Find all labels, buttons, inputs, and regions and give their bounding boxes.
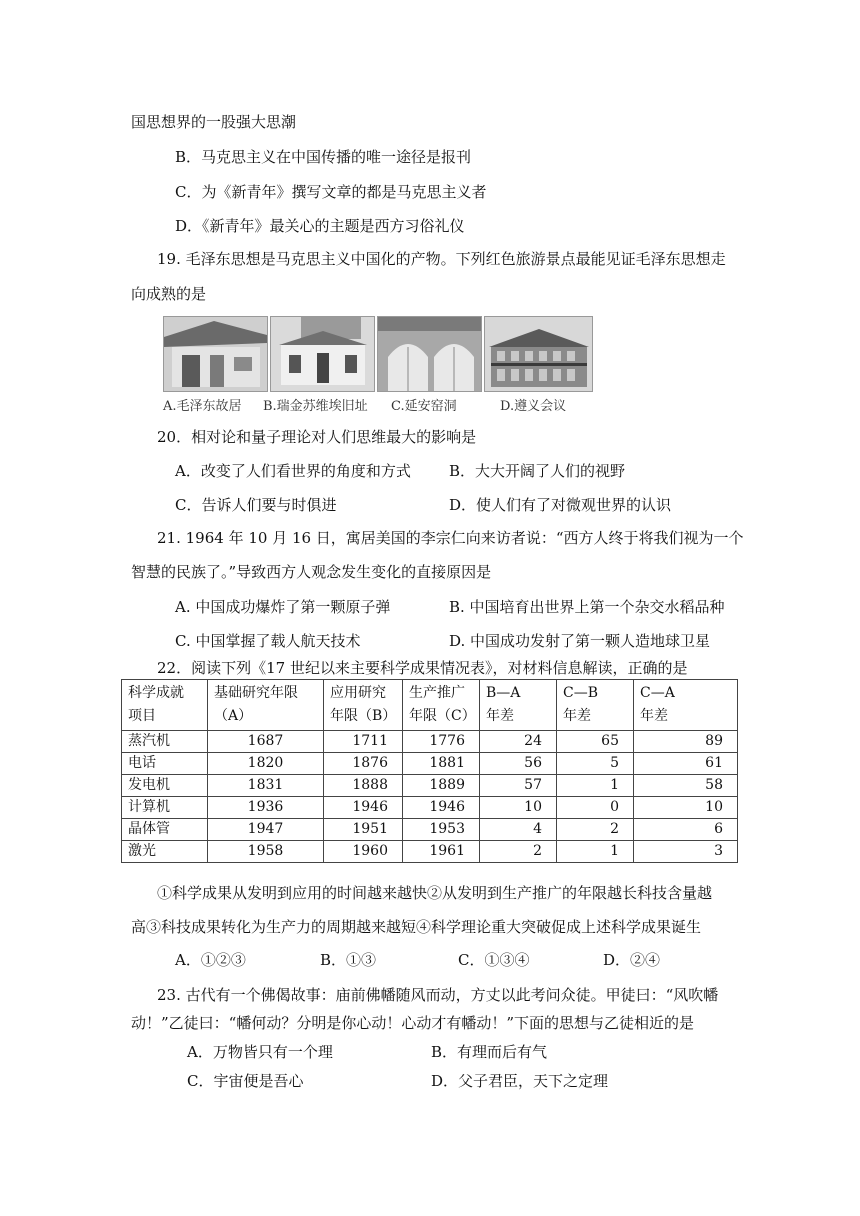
- cell-c-b: 1: [557, 841, 634, 863]
- cell-b-a: 57: [480, 775, 557, 797]
- cell-c-a: 10: [634, 797, 738, 819]
- cell-c-b: 65: [557, 731, 634, 753]
- table-row: [122, 775, 738, 797]
- header-b-minus-a: B—A 年差: [480, 680, 557, 731]
- q19-photo-strip: [163, 316, 591, 416]
- cell-b: 1888: [324, 775, 403, 797]
- header-c-minus-a: C—A 年差: [634, 680, 738, 731]
- q21-option-a: A. 中国成功爆炸了第一颗原子弹: [175, 598, 391, 616]
- q22-stem: 22．阅读下列《17 世纪以来主要科学成果情况表》，对材料信息解读，正确的是: [157, 659, 688, 677]
- cell-project: 计算机: [122, 797, 208, 819]
- q22-option-c: C．①③④: [458, 951, 530, 969]
- q23-stem-line1: 23. 古代有一个佛偈故事：庙前佛幡随风而动，方丈以此考问众徒。甲徒曰：“风吹幡: [157, 986, 719, 1004]
- table-row: [122, 819, 738, 841]
- cell-c: 1953: [403, 819, 480, 841]
- q23-option-c: C．宇宙便是吾心: [187, 1072, 304, 1090]
- q23-option-d: D．父子君臣，天下之定理: [431, 1072, 609, 1090]
- header-basic-research: 基础研究年限 （A）: [208, 680, 324, 731]
- q23-option-a: A．万物皆只有一个理: [187, 1043, 333, 1061]
- cell-c: 1776: [403, 731, 480, 753]
- q19-stem-line2: 向成熟的是: [131, 285, 207, 303]
- q20-option-b: B．大大开阔了人们的视野: [449, 462, 626, 480]
- cell-project: 发电机: [122, 775, 208, 797]
- cell-a: 1936: [208, 797, 324, 819]
- cell-b-a: 4: [480, 819, 557, 841]
- header-c-minus-b: C—B 年差: [557, 680, 634, 731]
- q21-option-b: B. 中国培育出世界上第一个杂交水稻品种: [449, 598, 725, 616]
- table-row: [122, 731, 738, 753]
- q21-option-c: C. 中国掌握了载人航天技术: [175, 632, 361, 650]
- q22-option-d: D．②④: [603, 951, 661, 969]
- cell-c: 1889: [403, 775, 480, 797]
- cell-b-a: 56: [480, 753, 557, 775]
- q21-stem-line2: 智慧的民族了。”导致西方人观念发生变化的直接原因是: [131, 563, 492, 581]
- caption-a: A.毛泽东故居: [163, 399, 242, 414]
- q23-stem-line2: 动！”乙徒曰：“幡何动？分明是你心动！心动才有幡动！”下面的思想与乙徒相近的是: [131, 1014, 695, 1032]
- cell-b: 1951: [324, 819, 403, 841]
- cell-a: 1687: [208, 731, 324, 753]
- q18-option-c: C．为《新青年》撰写文章的都是马克思主义者: [175, 183, 487, 201]
- caption-c: C.延安窑洞: [391, 399, 457, 414]
- q20-option-c: C．告诉人们要与时俱进: [175, 496, 337, 514]
- cell-a: 1947: [208, 819, 324, 841]
- table-row: [122, 797, 738, 819]
- q20-option-a: A．改变了人们看世界的角度和方式: [175, 462, 411, 480]
- cell-b-a: 10: [480, 797, 557, 819]
- q18-option-b: B．马克思主义在中国传播的唯一途径是报刊: [175, 148, 472, 166]
- photo-yanan-cave-dwelling: [377, 316, 482, 392]
- photo-ruijin-soviet-site: [270, 316, 375, 392]
- photo-mao-former-residence: [163, 316, 268, 392]
- header-production: 生产推广 年限（C）: [403, 680, 480, 731]
- cell-c-a: 3: [634, 841, 738, 863]
- cell-a: 1831: [208, 775, 324, 797]
- table-header-row: [122, 680, 738, 731]
- q22-statements-line1: ①科学成果从发明到应用的时间越来越快②从发明到生产推广的年限越长科技含量越: [157, 884, 713, 902]
- q21-stem-line1: 21. 1964 年 10 月 16 日，寓居美国的李宗仁向来访者说：“西方人终于将我们视为一个: [157, 529, 744, 547]
- cell-c-b: 5: [557, 753, 634, 775]
- cell-b-a: 24: [480, 731, 557, 753]
- cell-b: 1876: [324, 753, 403, 775]
- cell-c-b: 0: [557, 797, 634, 819]
- table-row: [122, 753, 738, 775]
- cell-a: 1820: [208, 753, 324, 775]
- photo-zunyi-meeting-site: [484, 316, 593, 392]
- cell-b: 1960: [324, 841, 403, 863]
- q19-stem-line1: 19. 毛泽东思想是马克思主义中国化的产物。下列红色旅游景点最能见证毛泽东思想走: [157, 250, 726, 268]
- cell-b-a: 2: [480, 841, 557, 863]
- table-row: [122, 841, 738, 863]
- cell-c-a: 89: [634, 731, 738, 753]
- cell-b: 1946: [324, 797, 403, 819]
- q22-statements-line2: 高③科技成果转化为生产力的周期越来越短④科学理论重大突破促成上述科学成果诞生: [131, 918, 702, 936]
- q20-option-d: D．使人们有了对微观世界的认识: [449, 496, 672, 514]
- cell-b: 1711: [324, 731, 403, 753]
- cell-project: 晶体管: [122, 819, 208, 841]
- cell-c-a: 6: [634, 819, 738, 841]
- cell-project: 蒸汽机: [122, 731, 208, 753]
- cell-c-a: 58: [634, 775, 738, 797]
- header-applied-research: 应用研究 年限（B）: [324, 680, 403, 731]
- cell-c-a: 61: [634, 753, 738, 775]
- q22-option-a: A．①②③: [175, 951, 246, 969]
- q20-stem: 20．相对论和量子理论对人们思维最大的影响是: [157, 428, 477, 446]
- q21-option-d: D. 中国成功发射了第一颗人造地球卫星: [449, 632, 711, 650]
- science-achievements-table: [121, 679, 738, 863]
- header-project: 科学成就 项目: [122, 680, 208, 731]
- cell-c: 1961: [403, 841, 480, 863]
- cell-c-b: 2: [557, 819, 634, 841]
- q23-option-b: B．有理而后有气: [431, 1043, 548, 1061]
- cell-c-b: 1: [557, 775, 634, 797]
- q18-stem-continuation: 国思想界的一股强大思潮: [131, 113, 297, 131]
- q18-option-d: D．《新青年》最关心的主题是西方习俗礼仪: [175, 217, 465, 235]
- cell-c: 1881: [403, 753, 480, 775]
- caption-d: D.遵义会议: [500, 399, 567, 414]
- cell-a: 1958: [208, 841, 324, 863]
- cell-c: 1946: [403, 797, 480, 819]
- cell-project: 电话: [122, 753, 208, 775]
- q19-photo-captions: [163, 395, 591, 415]
- cell-project: 激光: [122, 841, 208, 863]
- caption-b: B.瑞金苏维埃旧址: [263, 399, 368, 414]
- q22-option-b: B．①③: [320, 951, 377, 969]
